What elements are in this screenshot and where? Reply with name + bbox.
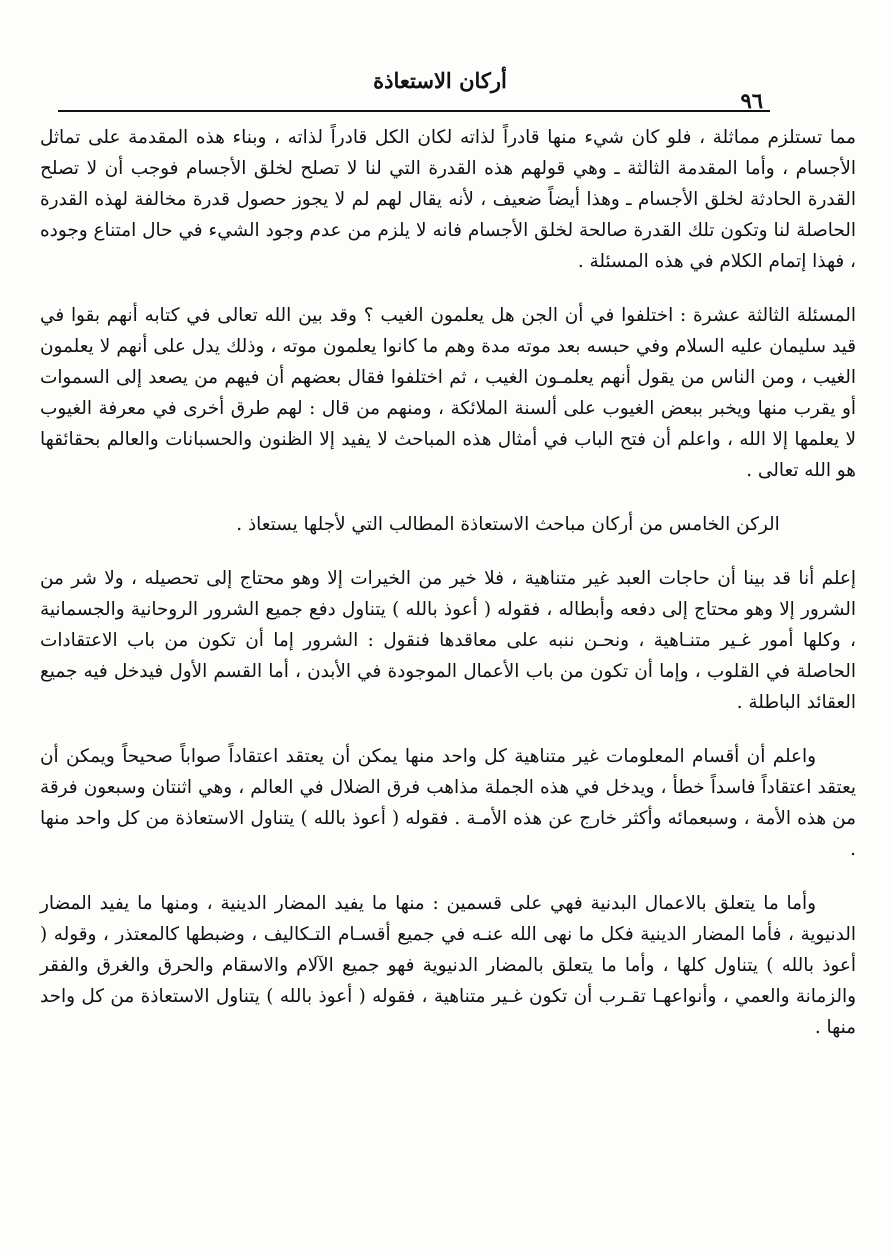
paragraph-gap [40, 865, 856, 888]
paragraph-2: المسئلة الثالثة عشرة : اختلفوا في أن الجن هل يعلمون الغيب ؟ وقد بين الله تعالى في كتابه أنهم بقوا في قيد سليمان عليه السلام وفي حبسه بعد موته مدة وهم ما كانوا يعلمون موته ، وذلك يدل على أنهم لا يعلمون الغيب ، ومن الناس من يقول أنهم يعلمـون الغيب ، ثم اختلفوا فقال بعضهم أن فيهم من يصعد إلى السموات أو يقرب منها ويخبر ببعض الغيوب على ألسنة الملائكة ، ومنهم من قال : لهم طرق أخرى في معرفة الغيوب لا يعلمها إلا الله ، واعلم أن فتح الباب في أمثال هذه المباحث لا يفيد إلا الظنون والحسبانات والعالم بحقائقها هو الله تعالى . [40, 305, 856, 481]
paragraph-5: وأما ما يتعلق بالاعمال البدنية فهي على قسمين : منها ما يفيد المضار الدينية ، ومنها ما يفيد المضار الدنيوية ، فأما المضار الدينية فكل ما نهى الله عنـه في جميع أقسـام التـكاليف ، وضبطها كالمعتذر ، وقوله ( أعوذ بالله ) يتناول كلها ، وأما ما يتعلق بالمضار الدنيوية فهو جميع الآلام والاسقام والحرق والغرق والفقر والزمانة والعمي ، وأنواعهـا تقـرب أن تكون غـير متناهية ، فقوله ( أعوذ بالله ) يتناول الاستعاذة من كل واحد منها . [40, 893, 856, 1038]
header-rule [58, 110, 770, 112]
section-heading: الركن الخامس من أركان مباحث الاستعاذة المطالب التي لأجلها يستعاذ . [236, 514, 780, 535]
paragraph-gap [40, 277, 856, 300]
paragraph-3: إعلم أنا قد بينا أن حاجات العبد غير متناهية ، فلا خير من الخيرات إلا وهو محتاج إلى تحصيله ، ولا شر من الشرور إلا وهو محتاج إلى دفعه وأبطاله ، فقوله ( أعوذ بالله ) يتناول دفع جميع الشرور الروحانية والجسمانية ، وكلها أمور غـير متنـاهية ، ونحـن ننبه على معاقدها فنقول : الشرور إما أن تكون من باب الاعتقادات الحاصلة في القلوب ، وإما أن تكون من باب الأعمال الموجودة في الأبدن ، أما القسم الأول فيدخل فيه جميع العقائد الباطلة . [40, 568, 856, 713]
running-header-title: أركان الاستعاذة [373, 68, 507, 93]
paragraph-1: مما تستلزم مماثلة ، فلو كان شيء منها قادراً لذاته لكان الكل قادراً لذاته ، وبناء هذه المقدمة على تماثل الأجسام ، وأما المقدمة الثالثة ـ وهي قولهم هذه القدرة التي لنا لا تصلح لخلق الأجسام فوجب أن لا تصلح القدرة الحادثة لخلق الأجسام ـ وهذا أيضاً ضعيف ، لأنه يقال لهم لم لا يجوز حصول قدرة مخالفة لهذه القدرة الحاصلة لنا وتكون تلك القدرة صالحة لخلق الأجسام فانه لا يلزم من عدم وجود الشيء في حال امتناع وجوده ، فهذا إتمام الكلام في هذه المسئلة . [40, 127, 856, 272]
page-body [40, 122, 856, 1043]
paragraph-gap [40, 718, 856, 741]
paragraph-4: واعلم أن أقسام المعلومات غير متناهية كل واحد منها يمكن أن يعتقد اعتقاداً صواباً صحيحاً ويمكن أن يعتقد اعتقاداً فاسداً خطأ ، ويدخل في هذه الجملة مذاهب فرق الضلال في العالم ، وهي اثنتان وسبعون فرقة من هذه الأمة ، وسبعمائه وأكثر خارج عن هذه الأمـة . فقوله ( أعوذ بالله ) يتناول الاستعاذة من كل واحد منها . [40, 746, 856, 860]
page-number: ٩٦ [740, 88, 763, 113]
paragraph-gap [40, 486, 856, 509]
paragraph-gap [40, 540, 856, 563]
